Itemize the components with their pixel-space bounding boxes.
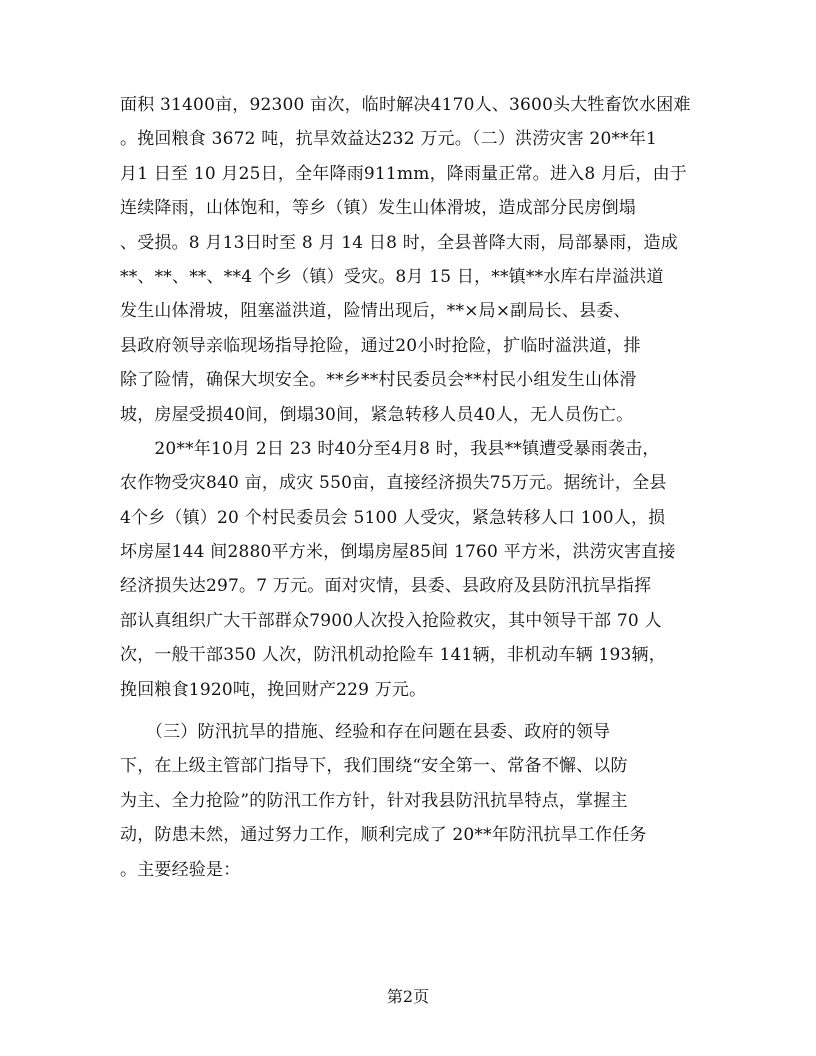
text-line: 20**年10月 2日 23 时40分至4月8 时，我县**镇遭受暴雨袭击，: [120, 438, 660, 459]
text-line: 月1 日至 10 月25日，全年降雨911mm，降雨量正常。进入8 月后，由于: [120, 163, 687, 184]
text-line: 坡，房屋受损40间，倒塌30间，紧急转移人员40人，无人员伤亡。: [120, 404, 634, 425]
text-line: 。主要经验是：: [120, 859, 241, 880]
text-line: （三）防汛抗旱的措施、经验和存在问题在县委、政府的领导: [120, 722, 611, 743]
paragraph-drought-flood-summary: [120, 88, 705, 432]
text-line: 动，防患未然，通过努力工作，顺利完成了 20**年防汛抗旱工作任务: [120, 825, 647, 846]
text-line: 连续降雨，山体饱和，等乡（镇）发生山体滑坡，造成部分民房倒塌: [120, 198, 636, 219]
text-line: 坏房屋144 间2880平方米，倒塌房屋85间 1760 平方米，洪涝灾害直接: [120, 542, 676, 563]
text-line: 面积 31400亩，92300 亩次，临时解决4170人、3600头大牲畜饮水困难: [120, 95, 691, 115]
text-line: 农作物受灾840 亩，成灾 550亩，直接经济损失75万元。据统计，全县: [120, 473, 667, 494]
paragraph-measures-experience: [120, 715, 705, 887]
text-line: 部认真组织广大干部群众7900人次投入抢险救灾，其中领导干部 70 人: [120, 610, 662, 631]
text-line: 为主、全力抢险”的防汛工作方针，针对我县防汛抗旱特点，掌握主: [120, 790, 628, 811]
text-line: 4个乡（镇）20 个村民委员会 5100 人受灾，紧急转移人口 100人，损: [120, 507, 666, 528]
text-line: 经济损失达297。7 万元。面对灾情，县委、县政府及县防汛抗旱指挥: [120, 576, 652, 597]
page-number-footer: 第2页: [386, 987, 430, 1006]
text-line: **、**、**、**4 个乡（镇）受灾。8月 15 日，**镇**水库右岸溢洪道: [120, 266, 664, 287]
text-line: 发生山体滑坡，阻塞溢洪道，险情出现后，**×局×副局长、县委、: [120, 301, 631, 322]
text-line: 。挽回粮食 3672 吨，抗旱效益达232 万元。（二）洪涝灾害 20**年1: [120, 129, 658, 150]
text-line: 除了险情，确保大坝安全。**乡**村民委员会**村民小组发生山体滑: [120, 370, 637, 391]
text-line: 、受损。8 月13日时至 8 月 14 日8 时，全县普降大雨，局部暴雨，造成: [120, 232, 678, 253]
text-line: 县政府领导亲临现场指导抢险，通过20小时抢险，扩临时溢洪道，排: [120, 335, 641, 356]
document-body: [120, 88, 705, 887]
text-line: 挽回粮食1920吨，挽回财产229 万元。: [120, 679, 427, 700]
paragraph-rainstorm-losses: [120, 432, 705, 707]
text-line: 下，在上级主管部门指导下，我们围绕“安全第一、常备不懈、以防: [120, 756, 628, 777]
text-line: 次，一般干部350 人次，防汛机动抢险车 141辆，非机动车辆 193辆，: [120, 645, 666, 666]
